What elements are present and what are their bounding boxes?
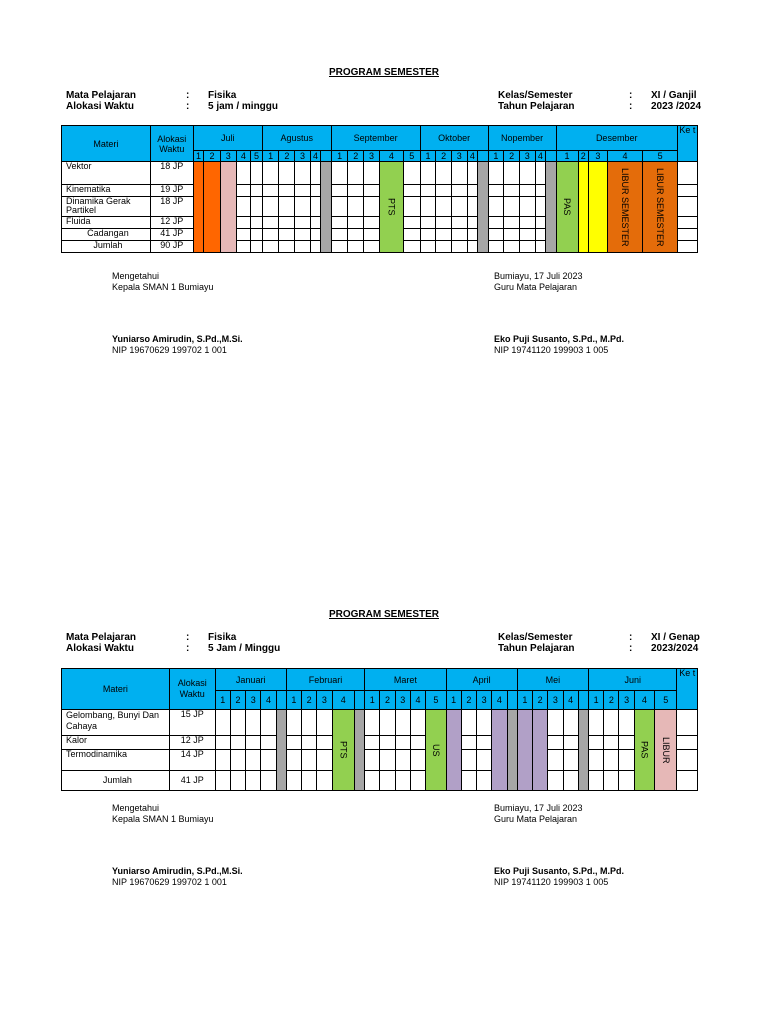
alokasi-value: 5 Jam / Minggu: [208, 643, 281, 654]
jp-cell: 18 JP: [150, 162, 193, 185]
week-cell: 4: [310, 151, 320, 162]
colon: :: [186, 632, 190, 643]
materi-cell: Jumlah: [62, 241, 151, 253]
colon: :: [629, 643, 633, 654]
week-cell: 2: [436, 151, 452, 162]
kepala-nip: NIP 19670629 199702 1 001: [112, 345, 227, 355]
kepala-nip: NIP 19670629 199702 1 001: [112, 877, 227, 887]
pas-label: PAS: [634, 710, 654, 791]
week-cell: [354, 691, 364, 710]
week-cell: 3: [295, 151, 311, 162]
week-cell: 4: [236, 151, 251, 162]
mapel-value: Fisika: [208, 632, 237, 643]
week-cell: 2: [504, 151, 520, 162]
week-cell: 3: [317, 691, 332, 710]
colon: :: [186, 101, 190, 112]
alokasi-label: Alokasi Waktu: [66, 643, 134, 654]
materi-cell: Fluida: [62, 217, 151, 229]
month-oktober: Oktober: [420, 126, 488, 151]
week-cell: 3: [395, 691, 410, 710]
month-januari: Januari: [215, 669, 286, 691]
header-materi: Materi: [62, 126, 151, 162]
week-cell: 2: [578, 151, 588, 162]
week-cell: 2: [533, 691, 548, 710]
tahun-value: 2023 /2024: [651, 101, 702, 112]
colon: :: [629, 101, 633, 112]
kepala-sekolah-text: Kepala SMAN 1 Bumiayu: [112, 814, 214, 824]
signature-left: [112, 271, 214, 293]
week-cell: 1: [588, 691, 603, 710]
jp-cell: 90 JP: [150, 241, 193, 253]
guru-text: Guru Mata Pelajaran: [494, 282, 578, 292]
materi-cell: Dinamika Gerak Partikel: [62, 197, 151, 217]
jp-cell: 15 JP: [169, 710, 215, 736]
week-cell: 2: [204, 151, 221, 162]
week-cell: 3: [451, 151, 467, 162]
colon: :: [629, 632, 633, 643]
materi-cell: Vektor: [62, 162, 151, 185]
week-cell: 2: [279, 151, 295, 162]
signature-left-name: [112, 334, 243, 356]
signature-right-name: [494, 334, 624, 356]
signature-right: [494, 271, 583, 293]
materi-cell: Termodinamika: [62, 750, 170, 771]
place-date-text: Bumiayu, 17 Juli 2023: [494, 803, 583, 813]
tahun-label: Tahun Pelajaran: [498, 643, 575, 654]
week-cell: 4: [563, 691, 578, 710]
week-cell: 1: [556, 151, 578, 162]
kelas-value: XI / Ganjil: [651, 90, 697, 101]
semester-1-table: [61, 125, 698, 253]
header-alokasi: Alokasi Waktu: [150, 126, 193, 162]
kelas-label: Kelas/Semester: [498, 90, 573, 101]
month-september: September: [331, 126, 420, 151]
guru-nip: NIP 19741120 199903 1 005: [494, 345, 609, 355]
libur-label: LIBUR: [655, 710, 677, 791]
week-cell: [546, 151, 557, 162]
pts-label: PTS: [379, 162, 403, 253]
kepala-name: Yuniarso Amirudin, S.Pd.,M.Si.: [112, 866, 243, 876]
jp-cell: 12 JP: [169, 736, 215, 750]
page-title: PROGRAM SEMESTER: [328, 609, 439, 620]
guru-text: Guru Mata Pelajaran: [494, 814, 578, 824]
week-cell: 3: [519, 151, 535, 162]
mapel-value: Fisika: [208, 90, 237, 101]
week-cell: 1: [262, 151, 279, 162]
week-cell: 1: [446, 691, 461, 710]
header-materi: Materi: [62, 669, 170, 710]
header-ket: Ke t: [677, 669, 698, 710]
week-cell: 5: [251, 151, 263, 162]
month-mei: Mei: [517, 669, 588, 691]
week-cell: 4: [607, 151, 643, 162]
mapel-label: Mata Pelajaran: [66, 90, 137, 101]
week-cell: 2: [604, 691, 619, 710]
week-cell: 1: [286, 691, 301, 710]
week-cell: 4: [410, 691, 425, 710]
kepala-name: Yuniarso Amirudin, S.Pd.,M.Si.: [112, 334, 243, 344]
week-cell: 5: [643, 151, 678, 162]
tahun-label: Tahun Pelajaran: [498, 101, 575, 112]
week-cell: 4: [535, 151, 545, 162]
week-cell: 3: [220, 151, 236, 162]
week-cell: 3: [548, 691, 563, 710]
pts-label: PTS: [332, 710, 354, 791]
mengetahui-text: Mengetahui: [112, 803, 160, 813]
week-cell: 3: [477, 691, 492, 710]
week-cell: 1: [365, 691, 380, 710]
week-cell: 3: [364, 151, 380, 162]
week-cell: 4: [379, 151, 403, 162]
jp-cell: 19 JP: [150, 185, 193, 197]
jp-cell: 41 JP: [150, 229, 193, 241]
mapel-label: Mata Pelajaran: [66, 632, 137, 643]
kepala-sekolah-text: Kepala SMAN 1 Bumiayu: [112, 282, 214, 292]
week-cell: 5: [426, 691, 446, 710]
place-date-text: Bumiayu, 17 Juli 2023: [494, 271, 583, 281]
colon: :: [186, 643, 190, 654]
week-cell: 1: [517, 691, 532, 710]
week-cell: 4: [492, 691, 507, 710]
week-cell: 5: [655, 691, 677, 710]
week-cell: [321, 151, 331, 162]
week-cell: 2: [302, 691, 317, 710]
materi-cell: Jumlah: [62, 771, 170, 791]
month-juni: Juni: [588, 669, 676, 691]
week-cell: 3: [588, 151, 607, 162]
month-agustus: Agustus: [262, 126, 331, 151]
month-desember: Desember: [556, 126, 677, 151]
week-cell: 1: [193, 151, 203, 162]
week-cell: [276, 691, 286, 710]
week-cell: 2: [230, 691, 245, 710]
month-februari: Februari: [286, 669, 364, 691]
materi-cell: Cadangan: [62, 229, 151, 241]
page-title: PROGRAM SEMESTER: [328, 67, 439, 78]
week-cell: 2: [461, 691, 476, 710]
jp-cell: 41 JP: [169, 771, 215, 791]
header-alokasi: Alokasi Waktu: [169, 669, 215, 710]
week-cell: 3: [619, 691, 634, 710]
jp-cell: 12 JP: [150, 217, 193, 229]
tahun-value: 2023/2024: [651, 643, 699, 654]
semester-2-table: [61, 668, 698, 791]
signature-right-name: [494, 866, 624, 888]
week-cell: [578, 691, 588, 710]
mengetahui-text: Mengetahui: [112, 271, 160, 281]
jp-cell: 14 JP: [169, 750, 215, 771]
alokasi-value: 5 jam / minggu: [208, 101, 279, 112]
week-cell: 4: [332, 691, 354, 710]
us-label: US: [426, 710, 446, 791]
week-cell: 4: [467, 151, 477, 162]
week-cell: 2: [380, 691, 395, 710]
signature-left: [112, 803, 214, 825]
colon: :: [186, 90, 190, 101]
kelas-value: XI / Genap: [651, 632, 700, 643]
week-cell: 1: [488, 151, 504, 162]
week-cell: 4: [261, 691, 276, 710]
month-nopember: Nopember: [488, 126, 556, 151]
week-cell: [478, 151, 489, 162]
materi-cell: Kinematika: [62, 185, 151, 197]
signature-left-name: [112, 866, 243, 888]
week-cell: 1: [215, 691, 230, 710]
week-cell: 1: [331, 151, 348, 162]
libur-semester-label: LIBUR SEMESTER: [643, 162, 678, 253]
week-cell: 3: [246, 691, 261, 710]
libur-semester-label: LIBUR SEMESTER: [607, 162, 643, 253]
colon: :: [629, 90, 633, 101]
guru-name: Eko Puji Susanto, S.Pd., M.Pd.: [494, 866, 625, 876]
jp-cell: 18 JP: [150, 197, 193, 217]
materi-cell: Kalor: [62, 736, 170, 750]
guru-nip: NIP 19741120 199903 1 005: [494, 877, 609, 887]
month-maret: Maret: [365, 669, 446, 691]
week-cell: [507, 691, 517, 710]
month-juli: Juli: [193, 126, 262, 151]
kelas-label: Kelas/Semester: [498, 632, 573, 643]
week-cell: 5: [403, 151, 420, 162]
materi-cell: Gelombang, Bunyi Dan Cahaya: [62, 710, 170, 736]
week-cell: 1: [420, 151, 436, 162]
pas-label: PAS: [556, 162, 578, 253]
week-cell: 2: [348, 151, 364, 162]
signature-right: [494, 803, 583, 825]
header-ket: Ke t: [677, 126, 697, 162]
month-april: April: [446, 669, 517, 691]
week-cell: 4: [634, 691, 654, 710]
guru-name: Eko Puji Susanto, S.Pd., M.Pd.: [494, 334, 625, 344]
alokasi-label: Alokasi Waktu: [66, 101, 134, 112]
